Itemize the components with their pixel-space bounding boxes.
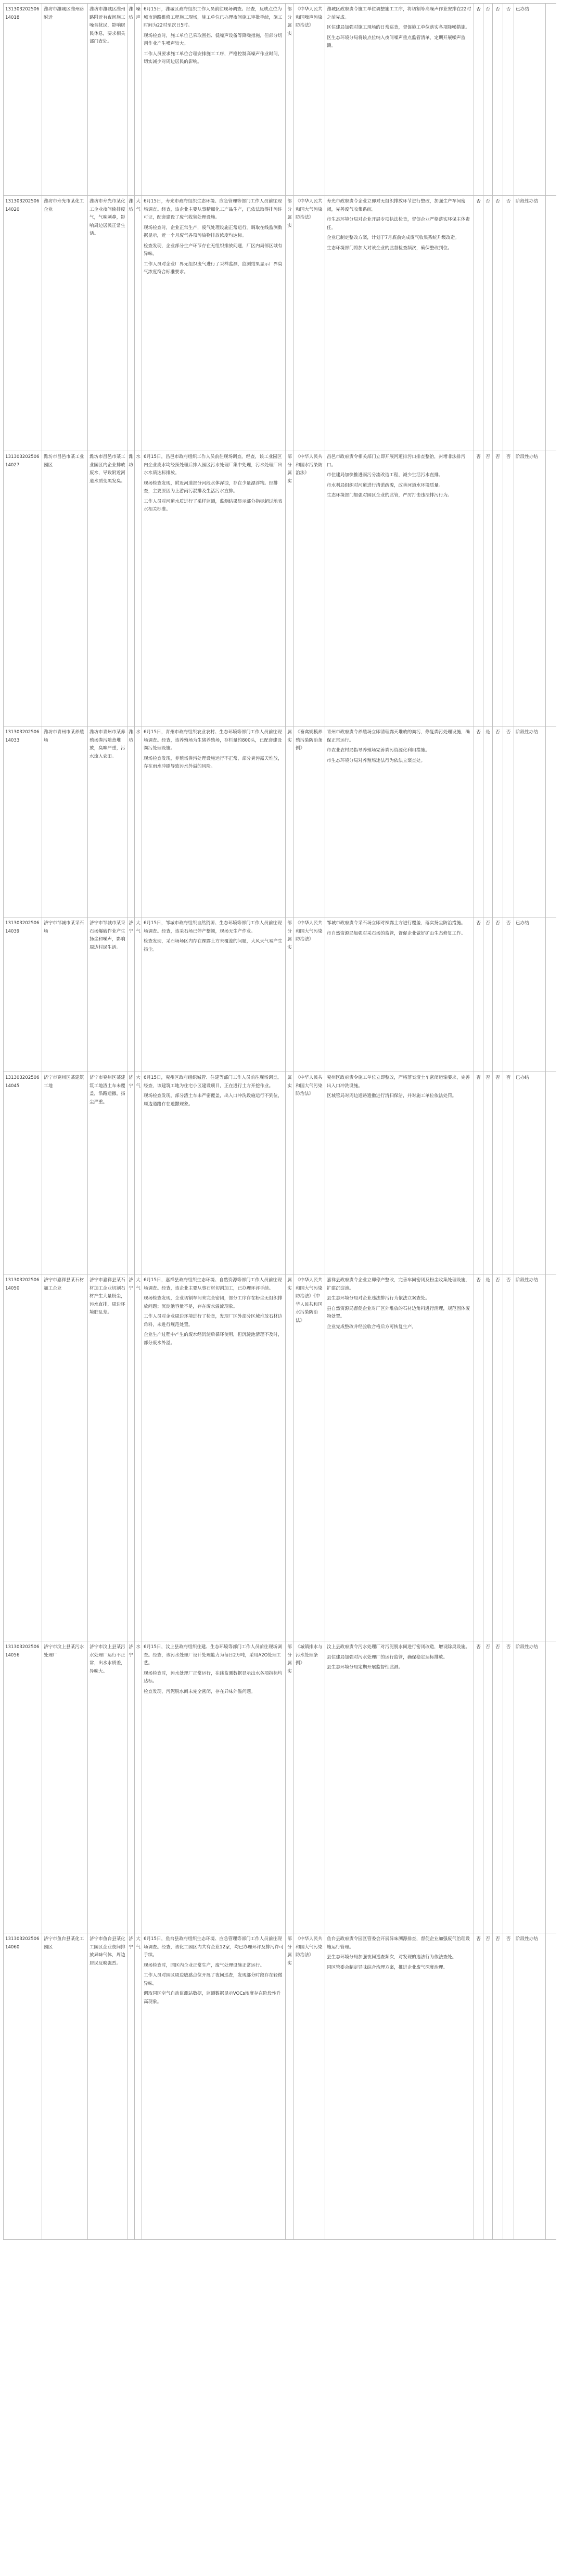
legal-basis: 《中华人民共和国大气污染防治法》 — [294, 917, 325, 1072]
complaint-location: 潍坊市潍城区潍州路附近 — [42, 4, 88, 195]
handling-result-paragraph: 鱼台县政府责令园区管委会开展异味溯源排查，督促企业加强废气治理设施运行管理。 — [327, 1936, 470, 1950]
flag-b: 是 — [483, 726, 493, 917]
complaint-id: 13130320250614056 — [4, 1641, 42, 1933]
table-row — [4, 1274, 556, 1641]
flag-c: 否 — [493, 1641, 503, 1933]
investigation-process-paragraph: 6月15日，邹城市政府组织自然资源、生态环境等部门工作人员前往现场调查。经查，该采石场已停产整顿，现场无生产作业。 — [144, 921, 282, 934]
complaint-location: 潍坊市青州市某养殖场 — [42, 726, 88, 917]
verification-status: 部分属实 — [286, 1933, 294, 2239]
pollution-type: 噪声 — [135, 4, 142, 195]
investigation-process-paragraph: 检查发现，污泥脱水间未完全密闭，存在异味外溢问题。 — [144, 1689, 256, 1694]
handling-result-paragraph: 区住建局加强对施工现场的日常巡查，督促施工单位落实各项降噪措施。 — [327, 25, 470, 30]
flag-c: 否 — [493, 726, 503, 917]
flag-d: 否 — [503, 4, 514, 195]
flag-a: 否 — [474, 917, 483, 1072]
complaint-description: 济宁市嘉祥县某石材加工企业切割石材产生大量粉尘，污水直排，周边环境脏乱差。 — [88, 1274, 127, 1641]
investigation-process-paragraph: 现场检查发现，企业切割车间未完全密闭，部分工序存在粉尘无组织排放问题；沉淀池容量不足，存在废水溢流现象。 — [144, 1296, 283, 1309]
investigation-process — [142, 1641, 286, 1933]
handling-result-paragraph: 市自然资源局加强对采石场的监管，督促企业做好矿山生态修复工作。 — [327, 930, 466, 936]
legal-basis: 《中华人民共和国噪声污染防治法》 — [294, 4, 325, 195]
handling-result-paragraph: 生态环境部门加强对园区企业的监管，严厉打击违法排污行为。 — [327, 493, 452, 498]
complaint-description: 济宁市兖州区某建筑工地渣土车未覆盖，沿路遗撒，扬尘严重。 — [88, 1072, 127, 1274]
handling-result — [325, 917, 474, 1072]
investigation-process-paragraph: 6月15日，昌邑市政府组织工作人员前往现场调查。经查，该工业园区内企业废水均经预处理后排入园区污水处理厂集中处理，污水处理厂出水水质达标排放。 — [144, 454, 283, 476]
completion-status: 阶段性办结 — [514, 196, 546, 451]
flag-d: 否 — [503, 1072, 514, 1274]
pollution-type: 水 — [135, 1641, 142, 1933]
handling-result-paragraph: 生态环境部门将加大对该企业的监督检查频次，确保整改到位。 — [327, 245, 452, 251]
verification-status: 属实 — [286, 726, 294, 917]
table-row — [4, 1641, 556, 1933]
complaint-id: 13130320250614033 — [4, 726, 42, 917]
investigation-process-paragraph: 工作人员对园区周边敏感点位开展了夜间巡查，发现部分时段存在轻微异味。 — [144, 1973, 283, 1986]
flag-a: 否 — [474, 726, 483, 917]
complaint-id: 13130320250614020 — [4, 196, 42, 451]
complaint-location: 济宁市汶上县某污水处理厂 — [42, 1641, 88, 1933]
table-row — [4, 196, 556, 451]
verification-status: 属实 — [286, 1072, 294, 1274]
complaint-region: 潍坊 — [127, 4, 135, 195]
investigation-process-paragraph: 工作人员对河道水质进行了采样监测，监测结果显示部分指标超过地表水相关标准。 — [144, 499, 283, 512]
flag-a: 否 — [474, 1933, 483, 2239]
complaint-region: 济宁 — [127, 917, 135, 1072]
flag-a: 否 — [474, 4, 483, 195]
investigation-process-paragraph: 工作人员要求施工单位合理安排施工工序，严格控制高噪声作业时间，切实减少对周边居民的影响。 — [144, 51, 283, 65]
complaint-region: 济宁 — [127, 1274, 135, 1641]
investigation-process-paragraph: 6月15日，潍城区政府组织工作人员前往现场调查。经查，反映点位为城市道路维修工程施工现场，施工单位已办理夜间施工审批手续，施工时间为22时至次日5时。 — [144, 7, 283, 28]
handling-result — [325, 1274, 474, 1641]
investigation-process-paragraph: 调取园区空气自动监测站数据，监测数据显示VOCs浓度存在阶段性升高现象。 — [144, 1991, 281, 2005]
complaint-id: 13130320250614050 — [4, 1274, 42, 1641]
handling-result-paragraph: 市住建局加快推进雨污分流改造工程，减少生活污水直排。 — [327, 473, 443, 478]
complaint-region: 潍坊 — [127, 726, 135, 917]
flag-b: 否 — [483, 917, 493, 1072]
complaint-location: 潍坊市寿光市某化工企业 — [42, 196, 88, 451]
complaint-id: 13130320250614018 — [4, 4, 42, 195]
investigation-process-paragraph: 6月15日，鱼台县政府组织生态环境、应急管理等部门工作人员前往现场调查。经查，该化工园区内共有企业12家，均已办理环评及排污许可手续。 — [144, 1936, 284, 1958]
handling-result — [325, 196, 474, 451]
flag-a: 否 — [474, 451, 483, 726]
complaint-description: 济宁市邹城市某采石场爆破作业产生扬尘和噪声，影响周边村民生活。 — [88, 917, 127, 1072]
verification-status: 部分属实 — [286, 451, 294, 726]
complaint-region: 济宁 — [127, 1641, 135, 1933]
investigation-process — [142, 196, 286, 451]
flag-d: 否 — [503, 1933, 514, 2239]
complaint-location: 济宁市邹城市某采石场 — [42, 917, 88, 1072]
investigation-process — [142, 726, 286, 917]
investigation-process-paragraph: 6月15日，青州市政府组织农业农村、生态环境等部门工作人员前往现场调查。经查，该养殖场为生猪养殖场，存栏量约800头，已配套建设粪污处理设施。 — [144, 730, 282, 751]
investigation-process-paragraph: 现场检查发现，部分渣土车未严密覆盖，出入口冲洗设施运行不到位，周边道路存在遗撒现象。 — [144, 1093, 283, 1107]
complaint-description: 济宁市鱼台县某化工园区企业夜间排放异味气体，周边居民反映强烈。 — [88, 1933, 127, 2239]
table-row — [4, 1072, 556, 1274]
handling-result-paragraph: 县生态环境分局定期开展监督性监测。 — [327, 1665, 403, 1670]
investigation-process — [142, 1072, 286, 1274]
complaint-description: 潍坊市青州市某养殖场粪污随意堆放，臭味严重，污水流入农田。 — [88, 726, 127, 917]
verification-status: 部分属实 — [286, 196, 294, 451]
flag-b: 否 — [483, 1933, 493, 2239]
table-row — [4, 451, 556, 726]
complaint-region: 济宁 — [127, 1933, 135, 2239]
handling-result-paragraph: 市生态环境分局对企业开展专项执法检查，督促企业严格落实环保主体责任。 — [327, 217, 470, 231]
complaint-location: 潍坊市昌邑市某工业园区 — [42, 451, 88, 726]
flag-b: 否 — [483, 196, 493, 451]
complaint-description: 潍坊市昌邑市某工业园区内企业排放废水，导致附近河道水质变黑发臭。 — [88, 451, 127, 726]
completion-status: 已办结 — [514, 917, 546, 1072]
legal-basis: 《城镇排水与污水处理条例》 — [294, 1641, 325, 1933]
handling-result — [325, 1641, 474, 1933]
handling-result-paragraph: 市生态环境分局对养殖场违法行为依法立案查处。 — [327, 758, 426, 763]
investigation-process-paragraph: 现场检查时，企业正常生产，废气处理设施正常运行。调取在线监测数据显示，近一个月废气各项污染物排放浓度均达标。 — [144, 225, 283, 238]
handling-result — [325, 1933, 474, 2239]
table-row — [4, 1933, 556, 2240]
flag-b: 否 — [483, 451, 493, 726]
flag-a: 否 — [474, 196, 483, 451]
pollution-type: 大气 — [135, 917, 142, 1072]
handling-result — [325, 451, 474, 726]
complaint-id: 13130320250614039 — [4, 917, 42, 1072]
flag-b: 否 — [483, 1641, 493, 1933]
complaint-id: 13130320250614027 — [4, 451, 42, 726]
completion-status: 已办结 — [514, 1072, 546, 1274]
investigation-process-paragraph: 6月15日，寿光市政府组织生态环境、应急管理等部门工作人员前往现场调查。经查，该企业主要从事精细化工产品生产，已依法取得排污许可证，配套建设了废气收集处理设施。 — [144, 199, 283, 220]
handling-result-paragraph: 区生态环境分局将该点位纳入夜间噪声重点监管清单，定期开展噪声监测。 — [327, 35, 466, 48]
flag-d: 否 — [503, 1274, 514, 1641]
handling-result-paragraph: 潍城区政府责令施工单位调整施工工序，将切割等高噪声作业安排在22时之前完成。 — [327, 7, 471, 20]
flag-c: 否 — [493, 1274, 503, 1641]
investigation-process — [142, 4, 286, 195]
handling-result-paragraph: 昌邑市政府责令相关部门立即开展河道排污口排查整治，封堵非法排污口。 — [327, 454, 466, 468]
completion-status: 阶段性办结 — [514, 1933, 546, 2239]
investigation-process-paragraph: 检查发现，采石场场区内存在裸露土方未覆盖的问题，大风天气易产生扬尘。 — [144, 939, 283, 952]
investigation-process-paragraph: 工作人员对企业周边环境进行了检查，发现厂区外部分区域堆放石材边角料，未进行规范处置。 — [144, 1314, 283, 1328]
handling-result-paragraph: 县生态环境分局对企业违法排污行为依法立案查处。 — [327, 1296, 430, 1301]
verification-status: 部分属实 — [286, 1641, 294, 1933]
flag-c: 否 — [493, 4, 503, 195]
investigation-process-paragraph: 检查发现，企业部分生产环节存在无组织排放问题，厂区内局部区域有异味。 — [144, 243, 283, 257]
handling-result — [325, 726, 474, 917]
pollution-type: 水 — [135, 726, 142, 917]
investigation-process-paragraph: 现场检查时，污水处理厂正常运行，在线监测数据显示出水各项指标均达标。 — [144, 1670, 283, 1684]
flag-d: 否 — [503, 726, 514, 917]
handling-result-paragraph: 邹城市政府责令采石场立即对裸露土方进行覆盖，落实扬尘防治措施。 — [327, 921, 466, 926]
complaint-description: 潍坊市寿光市某化工企业夜间偷排废气，气味刺鼻，影响周边居民正常生活。 — [88, 196, 127, 451]
table-row — [4, 4, 556, 196]
verification-status: 部分属实 — [286, 4, 294, 195]
complaint-region: 潍坊 — [127, 196, 135, 451]
completion-status: 阶段性办结 — [514, 1274, 546, 1641]
flag-b: 否 — [483, 1072, 493, 1274]
completion-status: 阶段性办结 — [514, 1641, 546, 1933]
flag-a: 否 — [474, 1641, 483, 1933]
flag-a: 否 — [474, 1072, 483, 1274]
flag-d: 否 — [503, 917, 514, 1072]
legal-basis: 《中华人民共和国大气污染防治法》 — [294, 196, 325, 451]
handling-result-paragraph: 园区管委会制定异味综合治理方案，推进企业废气深度治理。 — [327, 1965, 448, 1970]
investigation-process-paragraph: 现场检查时，施工单位已采取围挡、低噪声设备等降噪措施，但部分切割作业产生噪声较大。 — [144, 33, 283, 46]
complaint-table — [3, 3, 556, 2240]
flag-b: 是 — [483, 1274, 493, 1641]
flag-c: 否 — [493, 1933, 503, 2239]
verification-status: 部分属实 — [286, 917, 294, 1072]
flag-c: 否 — [493, 451, 503, 726]
investigation-process-paragraph: 现场检查发现，养殖场粪污处理设施运行不正常，部分粪污露天堆放，存在雨水冲刷导致污水外溢的风险。 — [144, 756, 283, 769]
pollution-type: 大气 — [135, 1072, 142, 1274]
completion-status: 阶段性办结 — [514, 451, 546, 726]
investigation-process-paragraph: 现场检查发现，附近河道部分河段水体浑浊，存在少量漂浮物。经排查，主要原因为上游雨污混排及生活污水直排。 — [144, 480, 278, 494]
complaint-region: 济宁 — [127, 1072, 135, 1274]
handling-result-paragraph: 市水利局组织对河道进行清淤疏浚，改善河道水环境质量。 — [327, 482, 443, 488]
complaint-description: 济宁市汶上县某污水处理厂运行不正常，出水水质差，异味大。 — [88, 1641, 127, 1933]
flag-a: 否 — [474, 1274, 483, 1641]
investigation-process — [142, 917, 286, 1072]
pollution-type: 大气 — [135, 1274, 142, 1641]
handling-result-paragraph: 青州市政府责令养殖场立即清理露天堆放的粪污，修复粪污处理设施，确保正常运行。 — [327, 730, 470, 743]
pollution-type: 水 — [135, 451, 142, 726]
legal-basis: 《中华人民共和国大气污染防治法》 — [294, 1933, 325, 2239]
verification-status: 属实 — [286, 1274, 294, 1641]
investigation-process — [142, 1933, 286, 2239]
flag-d: 否 — [503, 196, 514, 451]
complaint-id: 13130320250614045 — [4, 1072, 42, 1274]
investigation-process-paragraph: 工作人员对企业厂界无组织废气进行了采样监测，监测结果显示厂界臭气浓度符合标准要求。 — [144, 261, 283, 275]
handling-result-paragraph: 兖州区政府责令施工单位立即整改，严格落实渣土车密闭运输要求，完善出入口冲洗设施。 — [327, 1075, 470, 1089]
flag-b: 否 — [483, 4, 493, 195]
investigation-process-paragraph: 企业生产过程中产生的废水经沉淀后循环使用，但沉淀池清理不及时，部分废水外溢。 — [144, 1332, 283, 1346]
legal-basis: 《中华人民共和国大气污染防治法》 — [294, 1072, 325, 1274]
flag-d: 否 — [503, 451, 514, 726]
investigation-process-paragraph: 6月15日，兖州区政府组织城管、住建等部门工作人员前往现场调查。经查，该建筑工地为住宅小区建设项目，正在进行土方开挖作业。 — [144, 1075, 282, 1089]
handling-result — [325, 4, 474, 195]
handling-result-paragraph: 县自然资源局督促企业对厂区外堆放的石材边角料进行清理，规范固体废物处置。 — [327, 1306, 470, 1319]
investigation-process-paragraph: 6月15日，汶上县政府组织住建、生态环境等部门工作人员前往现场调查。经查，该污水处理厂设计处理能力为每日2万吨，采用A2O处理工艺。 — [144, 1644, 282, 1666]
complaint-location: 济宁市鱼台县某化工园区 — [42, 1933, 88, 2239]
handling-result-paragraph: 汶上县政府责令污水处理厂对污泥脱水间进行密闭改造，增设除臭设施。 — [327, 1644, 470, 1650]
complaint-region: 潍坊 — [127, 451, 135, 726]
complaint-description: 潍坊市潍城区潍州路附近有夜间施工噪音扰民，影响居民休息，要求相关部门查处。 — [88, 4, 127, 195]
table-row — [4, 917, 556, 1072]
handling-result-paragraph: 企业完成整改并经验收合格后方可恢复生产。 — [327, 1324, 416, 1330]
pollution-type: 大气 — [135, 196, 142, 451]
complaint-location: 济宁市嘉祥县某石材加工企业 — [42, 1274, 88, 1641]
complaint-location: 济宁市兖州区某建筑工地 — [42, 1072, 88, 1274]
handling-result-paragraph: 企业已制定整改方案，计划于7月底前完成废气收集系统升级改造。 — [327, 235, 459, 240]
flag-c: 否 — [493, 917, 503, 1072]
completion-status: 已办结 — [514, 4, 546, 195]
table-row — [4, 726, 556, 917]
investigation-process — [142, 1274, 286, 1641]
handling-result-paragraph: 县生态环境分局加强夜间巡查频次，对发现的违法行为依法查处。 — [327, 1955, 457, 1960]
pollution-type: 大气 — [135, 1933, 142, 2239]
complaint-id: 13130320250614060 — [4, 1933, 42, 2239]
legal-basis: 《中华人民共和国水污染防治法》 — [294, 451, 325, 726]
legal-basis: 《畜禽规模养殖污染防治条例》 — [294, 726, 325, 917]
handling-result-paragraph: 区城管局对周边道路遗撒进行清扫保洁，并对施工单位依法处罚。 — [327, 1093, 457, 1099]
flag-d: 否 — [503, 1641, 514, 1933]
investigation-process — [142, 451, 286, 726]
legal-basis: 《中华人民共和国大气污染防治法》《中华人民共和国水污染防治法》 — [294, 1274, 325, 1641]
handling-result-paragraph: 嘉祥县政府责令企业立即停产整改，完善车间密闭及粉尘收集处理设施，扩建沉淀池。 — [327, 1278, 470, 1291]
completion-status: 阶段性办结 — [514, 726, 546, 917]
flag-c: 否 — [493, 196, 503, 451]
handling-result-paragraph: 市农业农村局指导养殖场完善粪污资源化利用措施。 — [327, 748, 430, 753]
handling-result — [325, 1072, 474, 1274]
handling-result-paragraph: 寿光市政府责令企业立即对无组织排放环节进行整改，加强生产车间密闭，完善废气收集系统。 — [327, 199, 466, 212]
flag-c: 否 — [493, 1072, 503, 1274]
handling-result-paragraph: 县住建局加强对污水处理厂的运行监管，确保稳定达标排放。 — [327, 1654, 448, 1660]
investigation-process-paragraph: 现场检查时，园区内企业正常生产，废气处理设施正常运行。 — [144, 1962, 265, 1968]
investigation-process-paragraph: 6月15日，嘉祥县政府组织生态环境、自然资源等部门工作人员前往现场调查。经查，该企业主要从事石材切割加工，已办理环评手续。 — [144, 1278, 282, 1291]
